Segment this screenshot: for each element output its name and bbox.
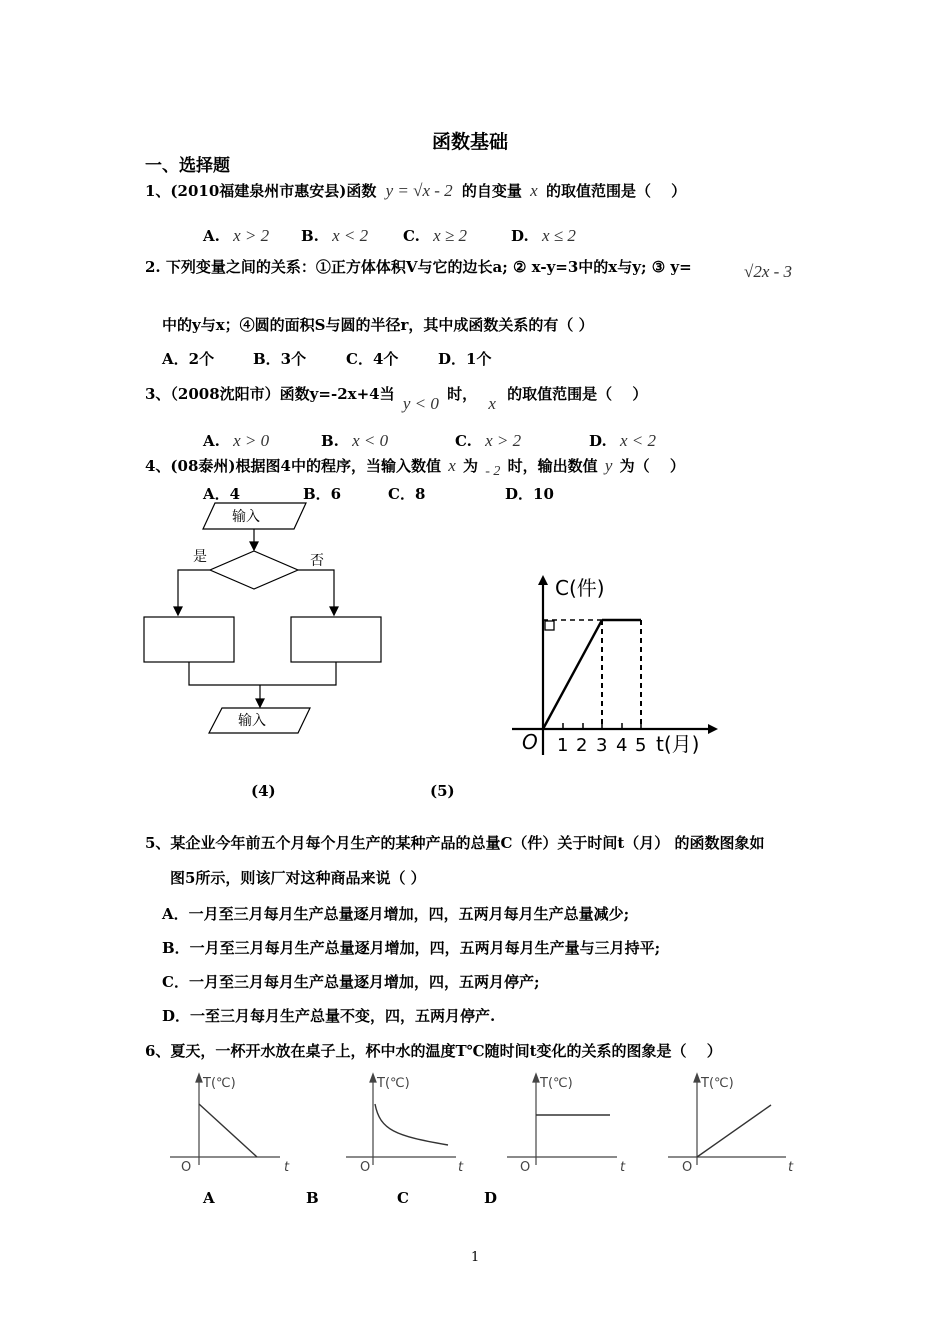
q1-option-a[interactable]: A. x > 2 (203, 226, 270, 245)
graph-a-curve (199, 1104, 257, 1157)
graph5-xlabel: t(月) (656, 732, 700, 756)
graph-a-ylabel: T(℃) (203, 1076, 236, 1091)
graph5-tick-5: 5 (635, 735, 647, 756)
graph5-tick-3: 3 (596, 735, 608, 756)
graph5-origin: O (522, 730, 538, 754)
q3-option-b[interactable]: B. x < 0 (321, 431, 389, 450)
graph-a-origin: O (181, 1160, 192, 1175)
q6-stem: 6、夏天，一杯开水放在桌子上，杯中水的温度T℃随时间t变化的关系的图象是（ ） (145, 1042, 722, 1060)
figure5-caption: (5) (430, 782, 455, 800)
q2-line2: 中的y与x；④圆的面积S与圆的半径r，其中成函数关系的有（ ） (162, 316, 594, 334)
section-heading: 一、选择题 (145, 156, 230, 176)
q1-function: y = √x - 2 (385, 181, 453, 200)
q5-option-d[interactable]: D．一至三月每月生产总量不变，四，五两月停产. (162, 1007, 496, 1025)
q2-option-d[interactable]: D．1个 (438, 350, 492, 368)
flowchart-yes-label: 是 (193, 549, 207, 565)
graph5-tick-1: 1 (557, 735, 569, 756)
q2-option-a[interactable]: A．2个 (162, 350, 215, 368)
graph-a-xlabel: t (284, 1160, 290, 1175)
graph5-tick-4: 4 (616, 735, 628, 756)
page-number: 1 (471, 1250, 480, 1265)
graph-d-curve (697, 1105, 771, 1157)
q5-option-b[interactable]: B．一月至三月每月生产总量逐月增加，四，五两月每月生产量与三月持平; (162, 939, 661, 957)
q5-option-c[interactable]: C．一月至三月每月生产总量逐月增加，四，五两月停产; (162, 973, 540, 991)
q4-option-b[interactable]: B．6 (303, 485, 342, 503)
graph5-ylabel: C(件) (555, 576, 605, 600)
graph-d-origin: O (682, 1160, 693, 1175)
graph-b-xlabel: t (458, 1160, 464, 1175)
q5-line2: 图5所示，则该厂对这种商品来说（ ） (170, 869, 426, 887)
flowchart-input-label: 输入 (232, 509, 260, 525)
q6-option-a[interactable]: A (203, 1189, 215, 1207)
q3-option-a[interactable]: A. x > 0 (203, 431, 270, 450)
q1-option-d[interactable]: D. x ≤ 2 (511, 226, 576, 245)
q3-option-c[interactable]: C. x > 2 (455, 431, 522, 450)
q1-stem: 1、(2010福建泉州市惠安县)函数 y = √x - 2 的自变量 x 的取值范围是（ ） (145, 181, 687, 200)
figure4-caption: (4) (251, 782, 276, 800)
q6-option-b[interactable]: B (306, 1189, 319, 1207)
graph-b-origin: O (360, 1160, 371, 1175)
q5-option-a[interactable]: A．一月至三月每月生产总量逐月增加，四，五两月每月生产总量减少; (162, 905, 630, 923)
q6-option-d[interactable]: D (484, 1189, 498, 1207)
graph-c-origin: O (520, 1160, 531, 1175)
graph-b-curve (375, 1104, 448, 1145)
graph-c-xlabel: t (620, 1160, 626, 1175)
q3-option-d[interactable]: D. x < 2 (589, 431, 656, 450)
q4-option-c[interactable]: C．8 (388, 485, 426, 503)
q1-option-b[interactable]: B. x < 2 (301, 226, 369, 245)
flowchart-no-label: 否 (310, 553, 324, 569)
q2-option-b[interactable]: B．3个 (253, 350, 307, 368)
graph-d-ylabel: T(℃) (701, 1076, 734, 1091)
page-title: 函数基础 (432, 131, 509, 153)
q2-sqrt: √2x - 3 (744, 262, 793, 281)
q6-option-c[interactable]: C (397, 1189, 409, 1207)
q4-stem: 4、(08泰州)根据图4中的程序，当输入数值 x 为 - 2 时，输出数值 y 为（ ） (145, 456, 685, 479)
q3-stem: 3、（2008沈阳市）函数y=-2x+4当 y < 0 时， x 的取值范围是（ ） (145, 385, 648, 413)
graph-d-xlabel: t (788, 1160, 794, 1175)
q1-option-c[interactable]: C. x ≥ 2 (403, 226, 468, 245)
q4-option-d[interactable]: D．10 (505, 485, 554, 503)
q4-option-a[interactable]: A．4 (203, 485, 241, 503)
graph-b-ylabel: T(℃) (377, 1076, 410, 1091)
q2-option-c[interactable]: C．4个 (346, 350, 399, 368)
graph-c-ylabel: T(℃) (540, 1076, 573, 1091)
q5-line1: 5、某企业今年前五个月每个月生产的某种产品的总量C（件）关于时间t（月） 的函数图象如 (145, 834, 765, 852)
flowchart-output-label: 输入 (238, 713, 266, 729)
q2-line1: 2. 下列变量之间的关系：①正方体体积V与它的边长a; ② x-y=3中的x与y; ③ y= (145, 258, 692, 276)
graph5-tick-2: 2 (576, 735, 588, 756)
